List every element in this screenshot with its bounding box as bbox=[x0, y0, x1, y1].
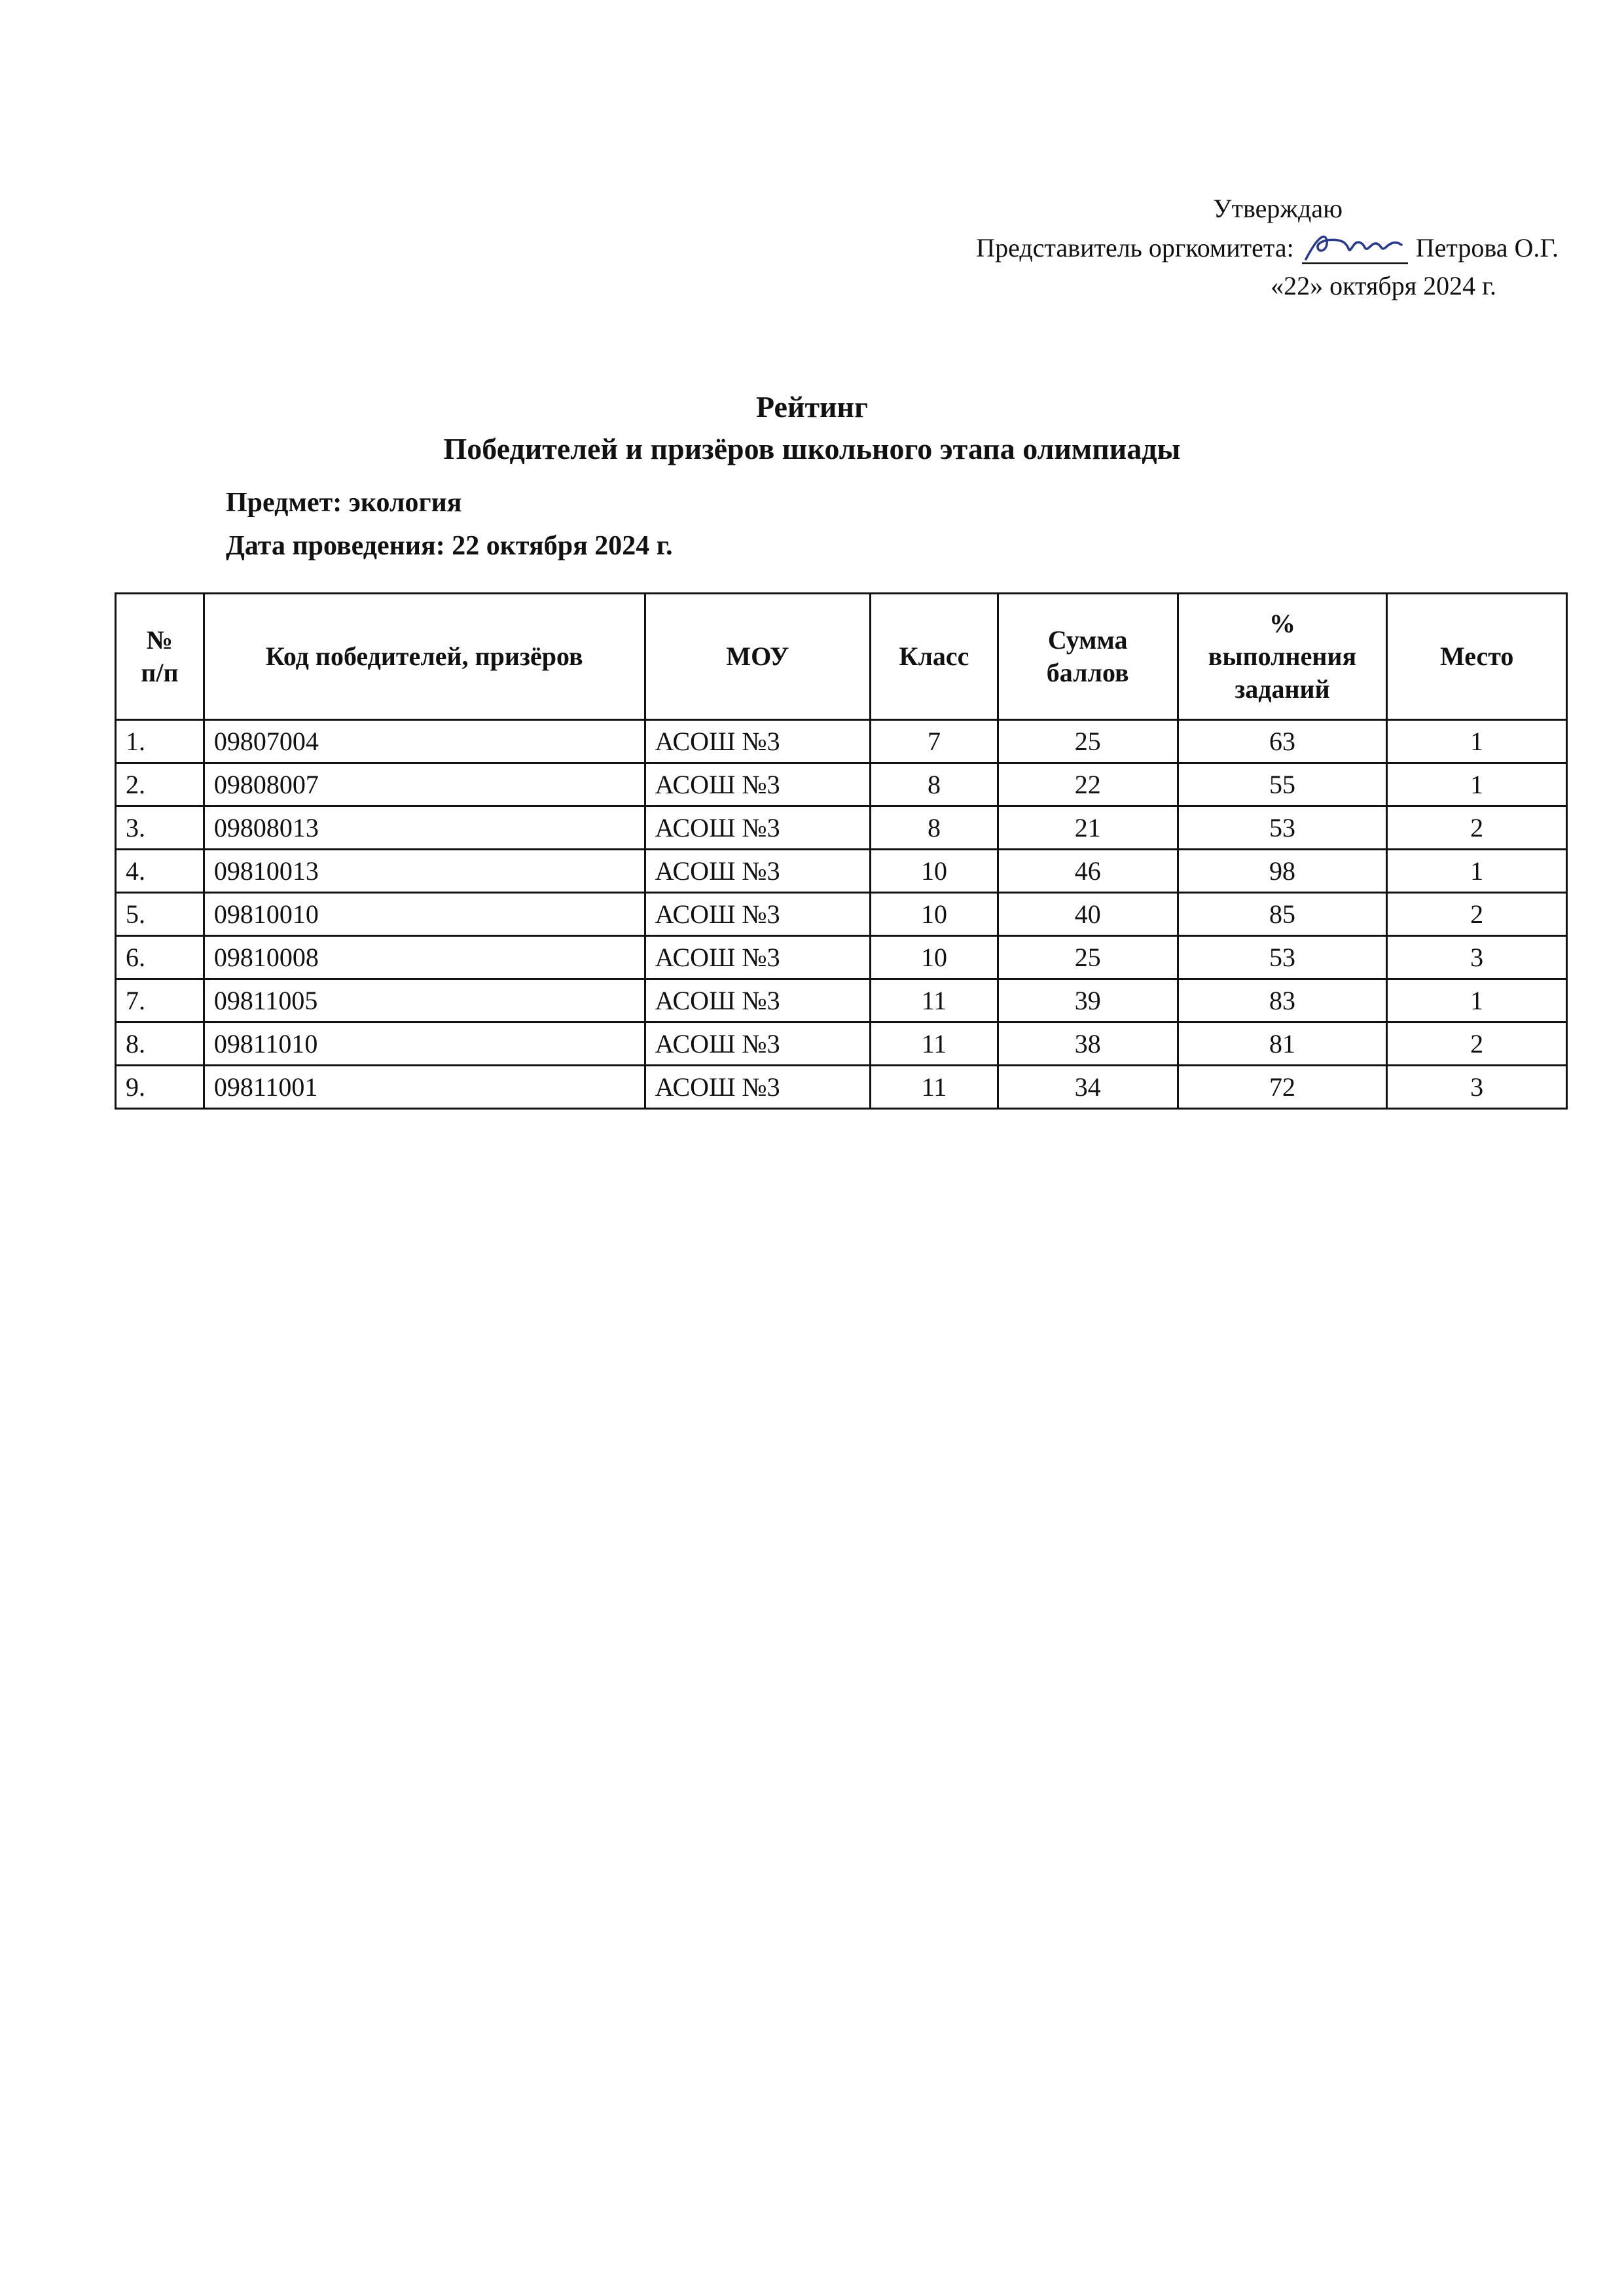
table-row bbox=[116, 1066, 1567, 1109]
cell-num: 8. bbox=[116, 1022, 204, 1066]
cell-grade: 11 bbox=[871, 1022, 998, 1066]
table-row bbox=[116, 720, 1567, 763]
cell-pct: 72 bbox=[1178, 1066, 1387, 1109]
cell-grade: 11 bbox=[871, 979, 998, 1022]
cell-grade: 10 bbox=[871, 893, 998, 936]
cell-code: 09810008 bbox=[204, 936, 645, 979]
header-num-line-1: № bbox=[146, 625, 173, 655]
cell-num: 4. bbox=[116, 850, 204, 893]
cell-place: 1 bbox=[1387, 850, 1567, 893]
header-pct bbox=[1178, 594, 1387, 720]
cell-school: АСОШ №3 bbox=[645, 720, 870, 763]
table-body bbox=[116, 720, 1567, 1109]
cell-place: 3 bbox=[1387, 1066, 1567, 1109]
cell-grade: 8 bbox=[871, 763, 998, 806]
cell-pct: 53 bbox=[1178, 806, 1387, 850]
cell-num: 3. bbox=[116, 806, 204, 850]
cell-place: 3 bbox=[1387, 936, 1567, 979]
title-line-1: Рейтинг bbox=[756, 390, 868, 424]
cell-school: АСОШ №3 bbox=[645, 979, 870, 1022]
cell-grade: 7 bbox=[871, 720, 998, 763]
approval-date: «22» октября 2024 г. bbox=[1271, 271, 1496, 300]
cell-school: АСОШ №3 bbox=[645, 850, 870, 893]
cell-num: 6. bbox=[116, 936, 204, 979]
meta-block bbox=[226, 481, 673, 568]
cell-num: 2. bbox=[116, 763, 204, 806]
cell-score: 25 bbox=[998, 720, 1178, 763]
header-school: МОУ bbox=[645, 594, 870, 720]
cell-school: АСОШ №3 bbox=[645, 1066, 870, 1109]
document-title bbox=[0, 386, 1624, 470]
cell-pct: 98 bbox=[1178, 850, 1387, 893]
cell-grade: 10 bbox=[871, 936, 998, 979]
table-row bbox=[116, 893, 1567, 936]
cell-num: 5. bbox=[116, 893, 204, 936]
cell-code: 09811010 bbox=[204, 1022, 645, 1066]
header-grade: Класс bbox=[871, 594, 998, 720]
header-score-line-2: баллов bbox=[1046, 658, 1129, 687]
cell-num: 9. bbox=[116, 1066, 204, 1109]
table-row bbox=[116, 1022, 1567, 1066]
cell-place: 1 bbox=[1387, 979, 1567, 1022]
cell-pct: 83 bbox=[1178, 979, 1387, 1022]
cell-score: 34 bbox=[998, 1066, 1178, 1109]
cell-pct: 53 bbox=[1178, 936, 1387, 979]
representative-name: Петрова О.Г. bbox=[1415, 233, 1559, 262]
subject-line: Предмет: экология bbox=[226, 488, 462, 518]
cell-school: АСОШ №3 bbox=[645, 936, 870, 979]
cell-code: 09811001 bbox=[204, 1066, 645, 1109]
cell-score: 21 bbox=[998, 806, 1178, 850]
cell-code: 09811005 bbox=[204, 979, 645, 1022]
cell-score: 38 bbox=[998, 1022, 1178, 1066]
cell-score: 25 bbox=[998, 936, 1178, 979]
approval-block bbox=[773, 190, 1559, 305]
cell-place: 1 bbox=[1387, 720, 1567, 763]
cell-score: 22 bbox=[998, 763, 1178, 806]
header-pct-line-1: % bbox=[1269, 609, 1295, 638]
header-place: Место bbox=[1387, 594, 1567, 720]
cell-code: 09808013 bbox=[204, 806, 645, 850]
cell-pct: 63 bbox=[1178, 720, 1387, 763]
header-num bbox=[116, 594, 204, 720]
cell-school: АСОШ №3 bbox=[645, 763, 870, 806]
cell-place: 2 bbox=[1387, 1022, 1567, 1066]
title-line-2: Победителей и призёров школьного этапа олимпиады bbox=[443, 432, 1181, 465]
cell-code: 09807004 bbox=[204, 720, 645, 763]
cell-code: 09810010 bbox=[204, 893, 645, 936]
cell-place: 1 bbox=[1387, 763, 1567, 806]
cell-grade: 11 bbox=[871, 1066, 998, 1109]
cell-place: 2 bbox=[1387, 893, 1567, 936]
header-score bbox=[998, 594, 1178, 720]
representative-label: Представитель оргкомитета: bbox=[976, 233, 1294, 262]
cell-school: АСОШ №3 bbox=[645, 806, 870, 850]
cell-num: 1. bbox=[116, 720, 204, 763]
cell-school: АСОШ №3 bbox=[645, 1022, 870, 1066]
header-pct-line-2: выполнения bbox=[1208, 642, 1357, 671]
cell-pct: 85 bbox=[1178, 893, 1387, 936]
results-table bbox=[115, 592, 1568, 1110]
cell-place: 2 bbox=[1387, 806, 1567, 850]
table-header-row bbox=[116, 594, 1567, 720]
cell-pct: 55 bbox=[1178, 763, 1387, 806]
table-row bbox=[116, 806, 1567, 850]
cell-code: 09810013 bbox=[204, 850, 645, 893]
header-pct-line-3: заданий bbox=[1235, 674, 1330, 704]
table-row bbox=[116, 850, 1567, 893]
cell-school: АСОШ №3 bbox=[645, 893, 870, 936]
header-code: Код победителей, призёров bbox=[204, 594, 645, 720]
cell-grade: 8 bbox=[871, 806, 998, 850]
event-date-line: Дата проведения: 22 октября 2024 г. bbox=[226, 531, 673, 561]
signature-icon bbox=[1299, 228, 1411, 267]
table-row bbox=[116, 936, 1567, 979]
approval-title: Утверждаю bbox=[1213, 194, 1343, 223]
header-score-line-1: Сумма bbox=[1047, 625, 1128, 655]
header-num-line-2: п/п bbox=[141, 658, 179, 687]
table-row bbox=[116, 979, 1567, 1022]
cell-score: 39 bbox=[998, 979, 1178, 1022]
table-row bbox=[116, 763, 1567, 806]
approval-representative bbox=[773, 228, 1559, 267]
cell-grade: 10 bbox=[871, 850, 998, 893]
cell-pct: 81 bbox=[1178, 1022, 1387, 1066]
cell-score: 46 bbox=[998, 850, 1178, 893]
cell-num: 7. bbox=[116, 979, 204, 1022]
cell-code: 09808007 bbox=[204, 763, 645, 806]
cell-score: 40 bbox=[998, 893, 1178, 936]
